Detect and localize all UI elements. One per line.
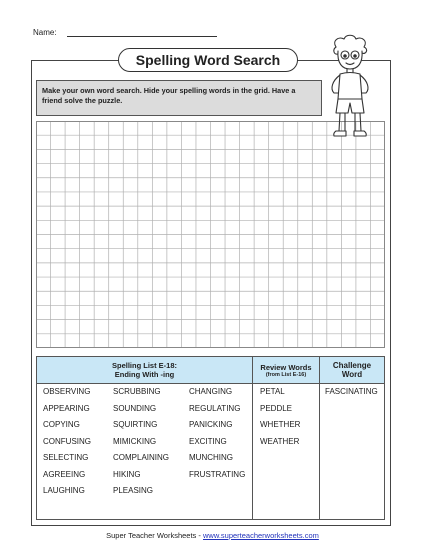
challenge-words-col — [325, 387, 378, 404]
review-words-col — [260, 387, 300, 453]
list-item: WEATHER — [260, 436, 300, 446]
list-item: LAUGHING — [43, 486, 85, 495]
column-divider — [319, 357, 320, 519]
list-item: SELECTING — [43, 453, 89, 462]
word-search-grid — [36, 121, 385, 348]
spelling-words-col-1 — [43, 387, 91, 503]
name-label: Name: — [33, 28, 57, 37]
list-item: AGREEING — [43, 469, 86, 479]
spelling-list-header: Spelling List E-18: Ending With -ing — [37, 357, 252, 384]
word-list-table — [36, 356, 385, 520]
footer-text: Super Teacher Worksheets - — [106, 531, 203, 540]
list-item: PEDDLE — [260, 403, 293, 413]
list-item: CHANGING — [189, 387, 233, 396]
footer — [0, 531, 425, 540]
list-item: PLEASING — [113, 486, 154, 495]
challenge-word-header: Challenge Word — [320, 357, 384, 384]
footer-link[interactable]: www.superteacherworksheets.com — [202, 531, 319, 540]
worksheet-title: Spelling Word Search — [118, 48, 298, 72]
list-item: PANICKING — [189, 420, 233, 429]
cartoon-boy-illustration — [322, 33, 378, 141]
list-item: HIKING — [113, 469, 141, 479]
list-item: APPEARING — [43, 403, 90, 413]
spelling-words-col-3 — [189, 387, 245, 486]
list-item: CONFUSING — [43, 436, 91, 446]
spelling-words-col-2 — [113, 387, 169, 503]
list-item: FASCINATING — [325, 387, 378, 396]
list-item: PETAL — [260, 387, 285, 396]
list-item: COPYING — [43, 420, 80, 429]
list-item: REGULATING — [189, 403, 241, 413]
list-item: SOUNDING — [113, 403, 157, 413]
column-divider — [252, 357, 253, 519]
list-item: MUNCHING — [189, 453, 233, 462]
list-item: WHETHER — [260, 420, 301, 429]
list-item: MIMICKING — [113, 436, 157, 446]
list-item: OBSERVING — [43, 387, 91, 396]
name-line — [67, 36, 217, 37]
review-words-header: Review Words (from List E-16) — [253, 357, 319, 384]
instructions-box: Make your own word search. Hide your spelling words in the grid. Have a friend solve the puzzle. — [36, 80, 322, 116]
list-item: SQUIRTING — [113, 420, 158, 429]
list-item: SCRUBBING — [113, 387, 161, 396]
list-item: FRUSTRATING — [189, 469, 246, 479]
list-item: COMPLAINING — [113, 453, 170, 462]
list-item: EXCITING — [189, 436, 227, 446]
